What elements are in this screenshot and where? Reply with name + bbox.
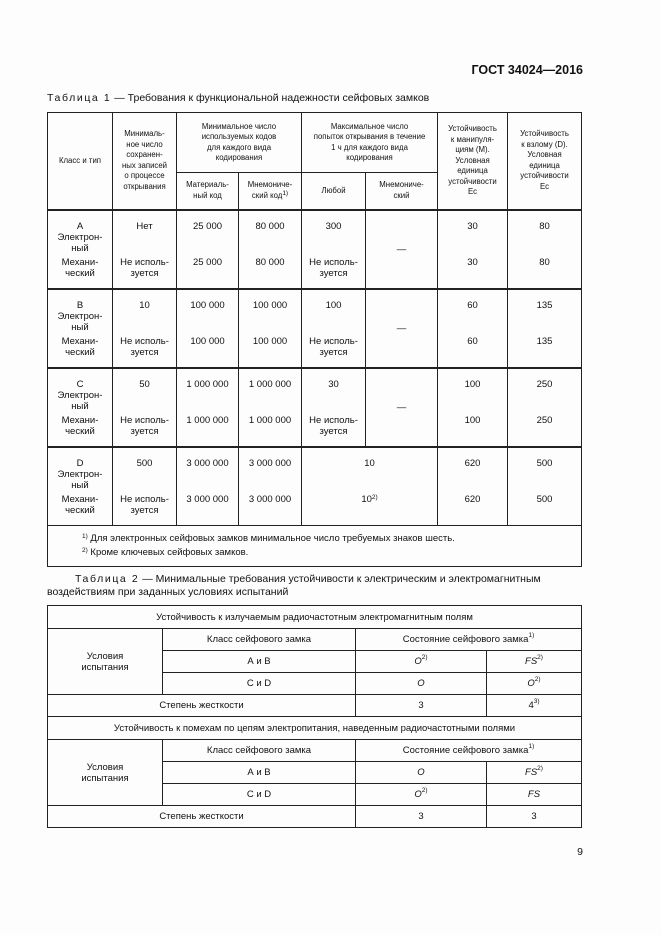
material-code-value: 1 000 000 [186, 378, 229, 390]
class-type-electronic: A Электрон- ный [57, 220, 103, 254]
class-type-electronic: B Электрон- ный [57, 299, 103, 333]
class-type-mechanical: Механи- ческий [61, 493, 99, 516]
state-value: O [356, 673, 487, 695]
page-number: 9 [577, 846, 583, 858]
header-burglary: Устойчивость к взлому (D). Условная единица устойчивости Ес [508, 113, 582, 210]
emc-table [47, 605, 582, 828]
lock-state-header: Состояние сейфового замка$^{1)}$ [356, 629, 582, 651]
table2-caption [47, 573, 587, 599]
attempts-value: 10 [364, 457, 375, 469]
state-value: FS [487, 784, 582, 806]
any-attempts-value: 100 [325, 299, 342, 311]
burglary-value: 250 [536, 378, 553, 390]
manipulation-value: 100 [464, 414, 481, 426]
header-mnemonic-attempts: Мнемониче- ский [366, 173, 438, 210]
class-b-row [48, 289, 582, 368]
header-any: Любой [302, 173, 366, 210]
class-c-row [48, 368, 582, 447]
lock-state-header: Состояние сейфового замка$^{1)}$ [356, 740, 582, 762]
mnemonic-code-value: 80 000 [255, 220, 285, 232]
manipulation-value: 100 [464, 378, 481, 390]
table2-caption-text: — Минимальные требования устойчивости к электрическим и электромагнитным воздействиям при заданных условиях испытаний [47, 573, 541, 598]
section-title: Устойчивость к излучаемым радиочастотным электромагнитным полям [48, 606, 582, 629]
attempts-value: 10$^{2)}$ [361, 493, 378, 505]
any-attempts-value: Не исполь- зуется [309, 256, 358, 279]
class-d-row [48, 447, 582, 526]
table2-caption-label: Таблица 2 [75, 573, 140, 585]
material-code-value: 100 000 [190, 299, 225, 311]
standard-code: ГОСТ 34024—2016 [471, 63, 583, 77]
manipulation-value: 60 [467, 299, 478, 311]
burglary-value: 135 [536, 299, 553, 311]
burglary-value: 80 [539, 220, 550, 232]
mnemonic-attempts-value: — [366, 289, 438, 368]
manipulation-value: 30 [467, 256, 478, 268]
header-min-codes: Минимальное число используемых кодов для каждого вида кодирования [177, 113, 302, 173]
mnemonic-code-value: 100 000 [252, 299, 288, 311]
material-code-value: 25 000 [192, 220, 223, 232]
mnemonic-code-value: 3 000 000 [248, 493, 292, 505]
class-type-electronic: D Электрон- ный [57, 457, 103, 491]
class-type-mechanical: Механи- ческий [61, 256, 99, 279]
reliability-table [47, 112, 582, 567]
table1-caption [47, 92, 429, 104]
header-min-records: Минималь- ное число сохранен- ных записей о процессе открывания [113, 113, 177, 210]
records-value: Не исполь- зуется [120, 493, 169, 516]
lock-class-header: Класс сейфового замка [163, 629, 356, 651]
manipulation-value: 60 [467, 335, 478, 347]
any-attempts-value: Не исполь- зуется [309, 335, 358, 358]
mnemonic-code-value: 3 000 000 [248, 457, 292, 469]
mnemonic-attempts-value: — [366, 210, 438, 289]
mnemonic-code-value: 1 000 000 [248, 378, 292, 390]
records-value: Не исполь- зуется [120, 335, 169, 358]
burglary-value: 500 [536, 457, 553, 469]
state-value: $O^{2)}$ [356, 651, 487, 673]
test-conditions-label: Условия испытания [48, 629, 163, 695]
records-value: Не исполь- зуется [120, 414, 169, 437]
severity-label: Степень жесткости [48, 695, 356, 717]
class-type-electronic: C Электрон- ный [57, 378, 103, 412]
any-attempts-value: 300 [325, 220, 342, 232]
lock-class-header: Класс сейфового замка [163, 740, 356, 762]
material-code-value: 100 000 [190, 335, 225, 347]
section-title: Устойчивость к помехам по цепям электропитания, наведенным радиочастотными полями [48, 717, 582, 740]
header-mnemonic-code: Мнемониче- ский код$^{1)}$ [239, 173, 302, 210]
burglary-value: 500 [536, 493, 553, 505]
any-attempts-value: Не исполь- зуется [309, 414, 358, 437]
test-conditions-label: Условия испытания [48, 740, 163, 806]
severity-value: 3 [487, 806, 582, 828]
footnote: $^{1)}$ Для электронных сейфовых замков минимальное число требуемых знаков шесть. [82, 533, 455, 544]
table1-footnotes [48, 526, 582, 567]
records-value: Не исполь- зуется [120, 256, 169, 279]
state-value: FS$^{2)}$ [487, 651, 582, 673]
header-class: Класс и тип [48, 113, 113, 210]
severity-value: 4$^{3)}$ [487, 695, 582, 717]
header-max-attempts: Максимальное число попыток открывания в течение 1 ч для каждого вида кодирования [302, 113, 438, 173]
records-value: 50 [139, 378, 150, 390]
severity-value: 3 [356, 806, 487, 828]
records-value: 10 [139, 299, 150, 311]
table1-caption-text: — Требования к функциональной надежности сейфовых замков [111, 92, 430, 104]
table1-caption-label: Таблица 1 [47, 92, 112, 104]
state-value: O [356, 762, 487, 784]
material-code-value: 3 000 000 [186, 457, 229, 469]
mnemonic-attempts-value: — [366, 368, 438, 447]
manipulation-value: 620 [464, 493, 481, 505]
burglary-value: 135 [536, 335, 553, 347]
manipulation-value: 620 [464, 457, 481, 469]
class-a-row [48, 210, 582, 289]
header-manipulation: Устойчивость к манипуля- циям (М). Условная единица устойчивости Ес [438, 113, 508, 210]
manipulation-value: 30 [467, 220, 478, 232]
severity-label: Степень жесткости [48, 806, 356, 828]
class-type-mechanical: Механи- ческий [61, 335, 99, 358]
mnemonic-code-value: 100 000 [252, 335, 288, 347]
records-value: 500 [136, 457, 153, 469]
lock-class-value: А и В [163, 651, 356, 673]
lock-class-value: С и D [163, 673, 356, 695]
state-value: FS$^{2)}$ [487, 762, 582, 784]
severity-value: 3 [356, 695, 487, 717]
material-code-value: 1 000 000 [186, 414, 229, 426]
footnote: $^{2)}$ Кроме ключевых сейфовых замков. [82, 547, 249, 558]
state-value: $O^{2)}$ [356, 784, 487, 806]
lock-class-value: С и D [163, 784, 356, 806]
burglary-value: 250 [536, 414, 553, 426]
material-code-value: 25 000 [192, 256, 223, 268]
material-code-value: 3 000 000 [186, 493, 229, 505]
lock-class-value: А и В [163, 762, 356, 784]
state-value: $O^{2)}$ [487, 673, 582, 695]
mnemonic-code-value: 1 000 000 [248, 414, 292, 426]
burglary-value: 80 [539, 256, 550, 268]
records-value: Нет [136, 220, 153, 232]
any-attempts-value: 30 [328, 378, 339, 390]
header-material-code: Материаль- ный код [177, 173, 239, 210]
class-type-mechanical: Механи- ческий [61, 414, 99, 437]
mnemonic-code-value: 80 000 [255, 256, 285, 268]
